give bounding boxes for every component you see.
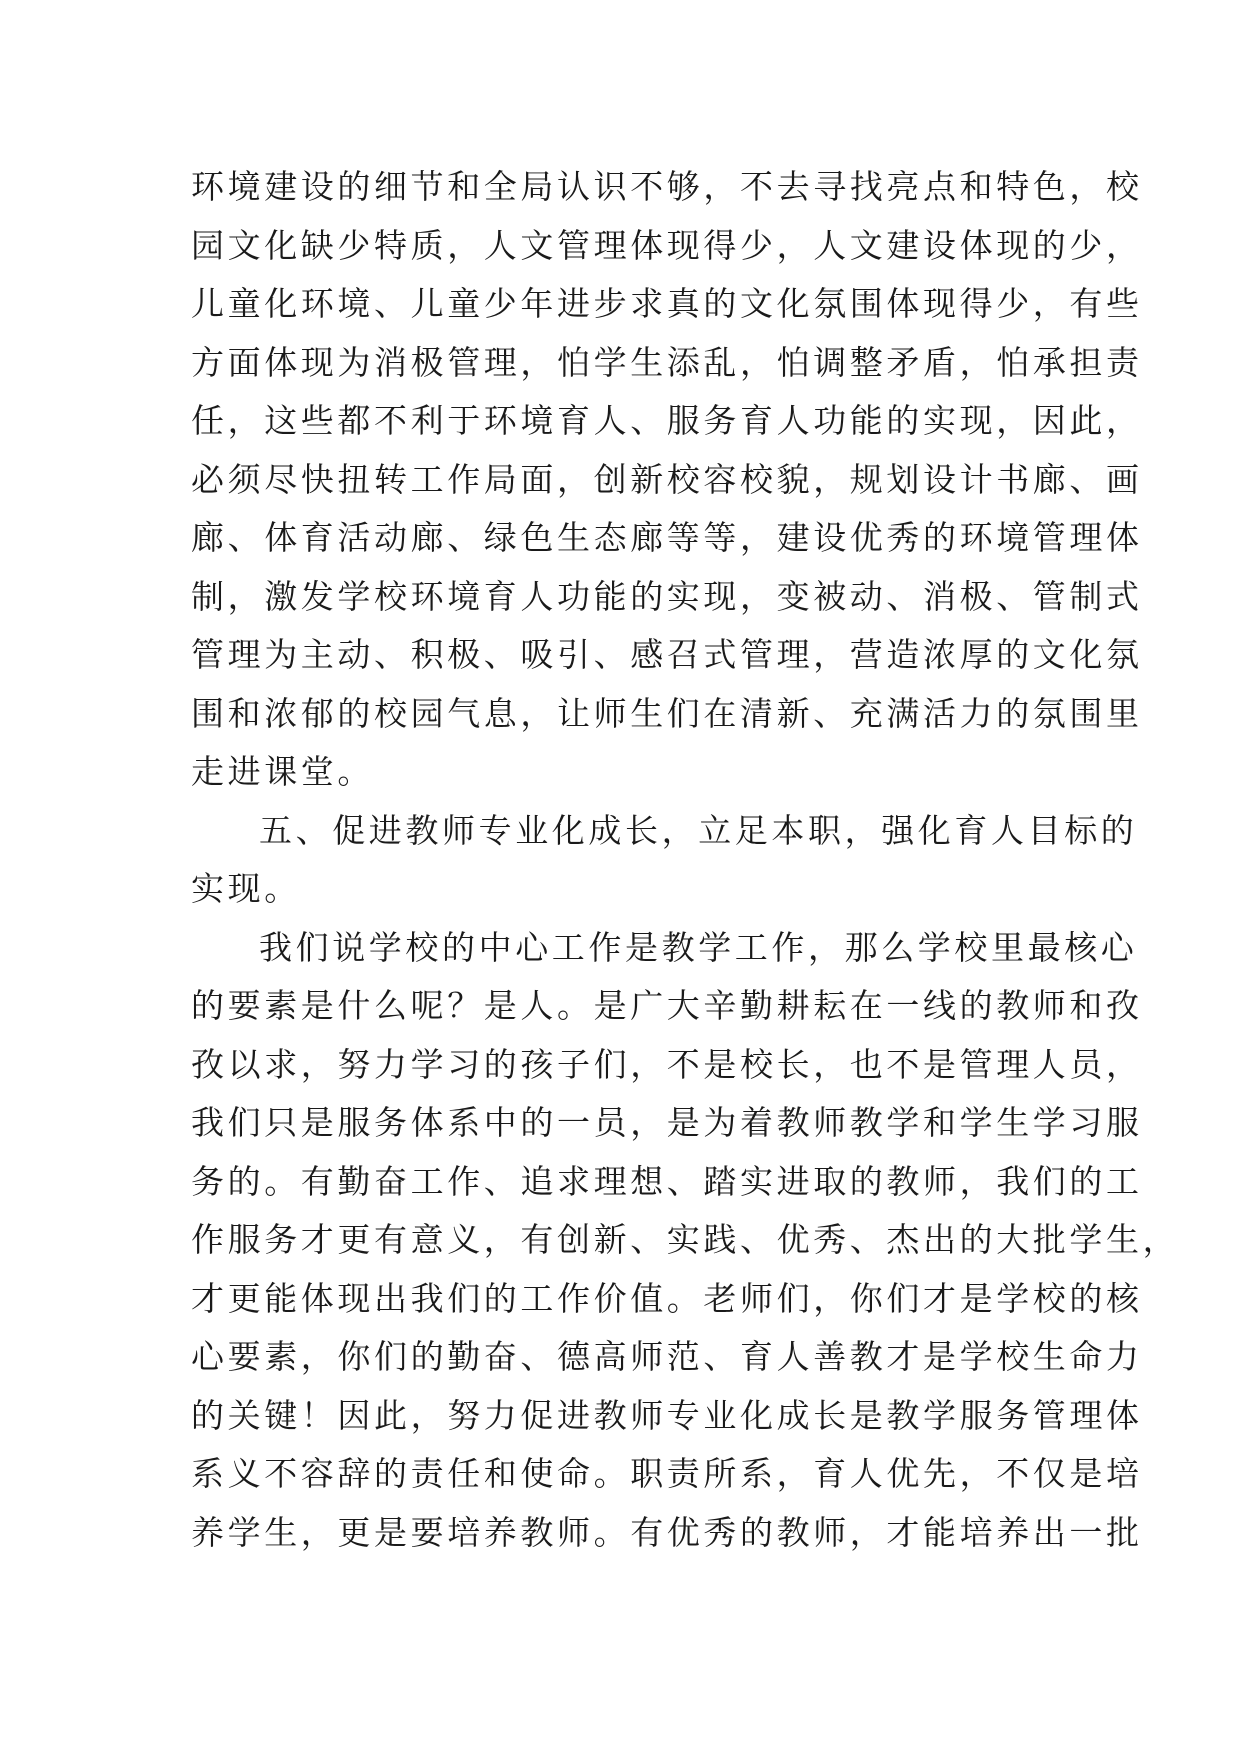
text-line: 我们说学校的中心工作是教学工作，那么学校里最核心 [259, 927, 1138, 967]
text-line: 实现。 [191, 869, 301, 908]
text-line: 作服务才更有意义，有创新、实践、优秀、杰出的大批学生， [191, 1220, 1180, 1259]
text-line: 的关键！因此，努力促进教师专业化成长是教学服务管理体 [191, 1395, 1143, 1435]
text-line: 养学生，更是要培养教师。有优秀的教师，才能培养出一批 [191, 1512, 1143, 1552]
text-line: 环境建设的细节和全局认识不够，不去寻找亮点和特色，校 [191, 167, 1143, 206]
text-line: 园文化缺少特质，人文管理体现得少，人文建设体现的少， [191, 225, 1143, 265]
body-text [191, 158, 1180, 1562]
text-line: 务的。有勤奋工作、追求理想、踏实进取的教师，我们的工 [191, 1161, 1143, 1201]
text-line: 系义不容辞的责任和使命。职责所系，育人优先，不仅是培 [191, 1454, 1143, 1493]
text-line: 制，激发学校环境育人功能的实现，变被动、消极、管制式 [191, 576, 1143, 616]
text-line: 廊、体育活动廊、绿色生态廊等等，建设优秀的环境管理体 [191, 518, 1143, 557]
text-line: 围和浓郁的校园气息，让师生们在清新、充满活力的氛围里 [191, 693, 1143, 733]
text-line: 才更能体现出我们的工作价值。老师们，你们才是学校的核 [191, 1278, 1143, 1318]
text-line: 必须尽快扭转工作局面，创新校容校貌，规划设计书廊、画 [191, 459, 1143, 499]
text-line: 走进课堂。 [191, 752, 374, 791]
text-line: 孜以求，努力学习的孩子们，不是校长，也不是管理人员， [191, 1044, 1143, 1084]
text-line: 儿童化环境、儿童少年进步求真的文化氛围体现得少，有些 [191, 284, 1143, 323]
text-line: 的要素是什么呢？是人。是广大辛勤耕耘在一线的教师和孜 [191, 986, 1143, 1025]
text-line: 五、促进教师专业化成长，立足本职，强化育人目标的 [259, 810, 1138, 850]
text-line: 方面体现为消极管理，怕学生添乱，怕调整矛盾，怕承担责 [191, 342, 1143, 382]
text-line: 管理为主动、积极、吸引、感召式管理，营造浓厚的文化氛 [191, 635, 1143, 674]
text-line: 我们只是服务体系中的一员，是为着教师教学和学生学习服 [191, 1103, 1143, 1142]
text-line: 心要素，你们的勤奋、德高师范、育人善教才是学校生命力 [191, 1337, 1143, 1376]
text-line: 任，这些都不利于环境育人、服务育人功能的实现，因此， [191, 401, 1143, 440]
